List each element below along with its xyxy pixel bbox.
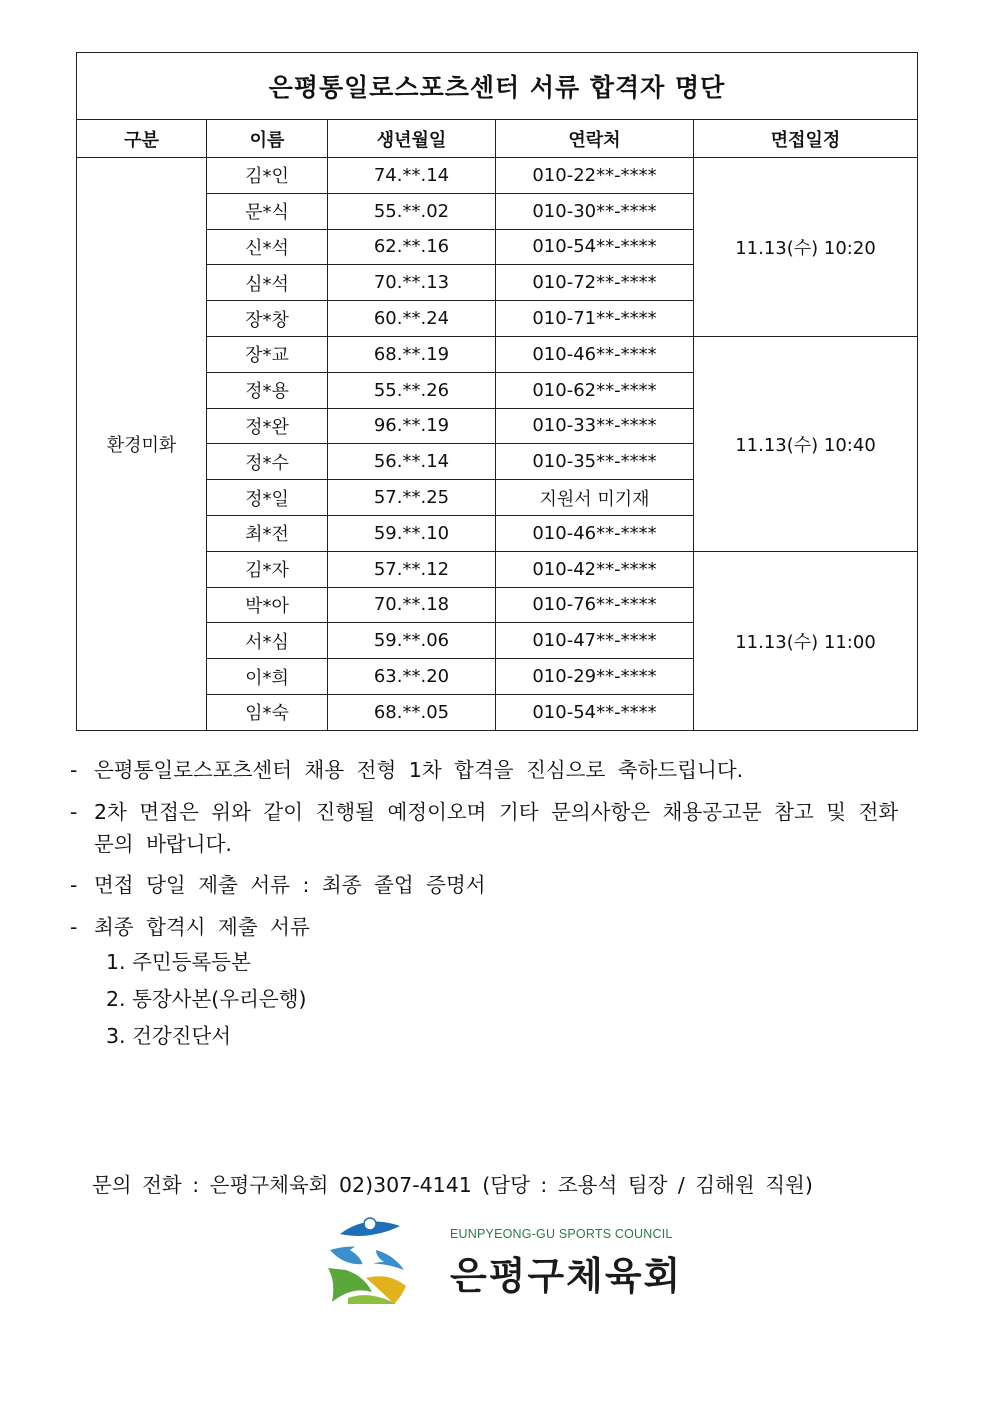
table-body [77,158,918,731]
birthdate-cell: 68.**.05 [328,694,496,730]
phone-cell: 지원서 미기재 [496,480,694,516]
phone-cell: 010-22**-**** [496,158,694,194]
name-cell: 심*석 [207,265,328,301]
phone-cell: 010-29**-**** [496,659,694,695]
category-cell: 환경미화 [77,158,207,731]
name-cell: 정*수 [207,444,328,480]
note-text: 최종 합격시 제출 서류 [94,915,310,940]
name-cell: 신*석 [207,229,328,265]
birthdate-cell: 70.**.13 [328,265,496,301]
contact-line: 문의 전화 : 은평구체육회 02)307-4141 (담당 : 조용석 팀장 / 김해원 직원) [92,1173,813,1197]
name-cell: 김*자 [207,551,328,587]
logo-korean-name: 은평구체육회 [450,1254,683,1298]
list-item: 2. 통장사본(우리은행) [106,986,307,1011]
phone-cell: 010-47**-**** [496,623,694,659]
final-docs-list [106,944,930,1055]
phone-cell: 010-35**-**** [496,444,694,480]
phone-cell: 010-72**-**** [496,265,694,301]
phone-cell: 010-54**-**** [496,229,694,265]
name-cell: 임*숙 [207,694,328,730]
name-cell: 정*완 [207,408,328,444]
list-item: 3. 건강진단서 [106,1023,232,1048]
birthdate-cell: 57.**.25 [328,480,496,516]
birthdate-cell: 55.**.26 [328,372,496,408]
header-name: 이름 [207,120,328,158]
schedule-cell: 11.13(수) 10:20 [694,158,918,337]
bullet-dash: - [70,758,78,782]
runner-emblem-icon [326,1212,408,1304]
birthdate-cell: 62.**.16 [328,229,496,265]
phone-cell: 010-42**-**** [496,551,694,587]
list-item: 1. 주민등록등본 [106,949,251,974]
phone-cell: 010-71**-**** [496,301,694,337]
header-birthdate: 생년월일 [328,120,496,158]
applicant-table [76,52,918,731]
logo-english-name: EUNPYEONG-GU SPORTS COUNCIL [450,1227,673,1241]
birthdate-cell: 59.**.10 [328,515,496,551]
birthdate-cell: 63.**.20 [328,659,496,695]
name-cell: 문*식 [207,193,328,229]
name-cell: 이*희 [207,659,328,695]
name-cell: 장*교 [207,336,328,372]
note-text: 2차 면접은 위와 같이 진행될 예정이오며 기타 문의사항은 채용공고문 참고 및 전화 문의 바랍니다. [94,799,899,856]
phone-cell: 010-62**-**** [496,372,694,408]
bullet-dash: - [70,915,78,940]
header-phone: 연락처 [496,120,694,158]
name-cell: 정*용 [207,372,328,408]
name-cell: 박*아 [207,587,328,623]
note-text: 은평통일로스포츠센터 채용 전형 1차 합격을 진심으로 축하드립니다. [94,758,744,782]
header-category: 구분 [77,120,207,158]
birthdate-cell: 68.**.19 [328,336,496,372]
name-cell: 정*일 [207,480,328,516]
phone-cell: 010-33**-**** [496,408,694,444]
note-congrats [70,755,930,787]
birthdate-cell: 56.**.14 [328,444,496,480]
birthdate-cell: 60.**.24 [328,301,496,337]
note-interview-docs [70,870,930,902]
name-cell: 최*전 [207,515,328,551]
phone-cell: 010-54**-**** [496,694,694,730]
note-interview [70,797,930,861]
birthdate-cell: 74.**.14 [328,158,496,194]
bullet-dash: - [70,799,78,824]
schedule-cell: 11.13(수) 10:40 [694,336,918,551]
bullet-dash: - [70,873,78,898]
name-cell: 서*심 [207,623,328,659]
council-logo [326,1212,686,1308]
birthdate-cell: 70.**.18 [328,587,496,623]
birthdate-cell: 59.**.06 [328,623,496,659]
phone-cell: 010-46**-**** [496,515,694,551]
header-schedule: 면접일정 [694,120,918,158]
birthdate-cell: 96.**.19 [328,408,496,444]
name-cell: 장*창 [207,301,328,337]
note-text: 면접 당일 제출 서류 : 최종 졸업 증명서 [94,873,486,898]
birthdate-cell: 55.**.02 [328,193,496,229]
phone-cell: 010-76**-**** [496,587,694,623]
schedule-cell: 11.13(수) 11:00 [694,551,918,730]
table-header-row [77,120,918,158]
document-title: 은평통일로스포츠센터 서류 합격자 명단 [77,53,918,120]
phone-cell: 010-46**-**** [496,336,694,372]
name-cell: 김*인 [207,158,328,194]
table-row [77,158,918,194]
birthdate-cell: 57.**.12 [328,551,496,587]
notes-section [70,755,930,1055]
note-final-docs [70,912,930,944]
phone-cell: 010-30**-**** [496,193,694,229]
